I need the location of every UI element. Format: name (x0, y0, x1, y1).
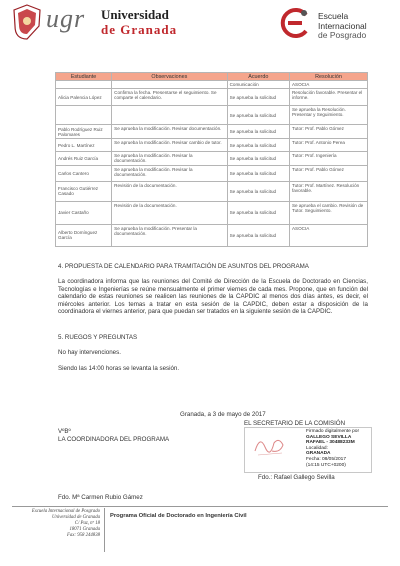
closing-text: Siendo las 14:00 horas se levanta la sesión. (58, 365, 180, 372)
table-cell-agreement: Se aprueba la solicitud (227, 139, 289, 152)
coordinator-title: LA COORDINADORA DEL PROGRAMA (58, 436, 170, 443)
secretary-title: EL SECRETARIO DE LA COMISIÓN (244, 420, 346, 427)
table-cell-resolution: Tutor: Prof. Pablo Gómez (289, 125, 367, 139)
table-body (56, 81, 368, 247)
stamp-line: Localidad: (306, 445, 328, 451)
table-cell-resolution: ASOCIA (289, 81, 367, 89)
table-cell-agreement: Se aprueba la solicitud (227, 165, 289, 181)
table-cell-student: Pedro L. Martínez (56, 139, 112, 152)
table-cell-agreement: Se aprueba la solicitud (227, 106, 289, 125)
coordinator-name: Fdo. Mª Carmen Rubio Gámez (58, 494, 143, 501)
table-header-row (56, 73, 368, 81)
table-row (56, 224, 368, 246)
section4-title: 4. PROPUESTA DE CALENDARIO PARA TRAMITACIÓN DE ASUNTOS DEL PROGRAMA (58, 263, 309, 270)
footer-org-line: Universidad de Granada (52, 515, 100, 520)
table-cell-student: Andrés Ruiz García (56, 152, 112, 165)
column-header: Acuerdo (227, 73, 289, 81)
table-row (56, 165, 368, 181)
table-cell-agreement: Se aprueba la solicitud (227, 201, 289, 224)
table-row (56, 81, 368, 89)
table-cell-obs: Se aprueba la modificación. Revisar documentación. (112, 125, 227, 139)
footer-org-line: Fax: 958 244838 (66, 533, 100, 538)
ugr-wordmark: ugr (46, 4, 86, 33)
table-cell-student (56, 106, 112, 125)
table-cell-obs: Revisión de la documentación. (112, 181, 227, 201)
table-row (56, 106, 368, 125)
table-cell-student: Alicia Palencia López (56, 89, 112, 106)
digital-signature-stamp (306, 429, 359, 468)
table-cell-obs: Se aprueba la modificación. Revisar la documentación. (112, 165, 227, 181)
vobo-label: VºBº (58, 428, 71, 435)
section4-paragraph: La coordinadora informa que las reuniones del Comité de Dirección de la Escuela de Doctorado en Ciencias, Tecnologías e Ingenierías se reúne mensualmente el primer viernes de cada mes. Propone, que en función del calendario de estas reuniones se realicen las reuniones de la CAPDIC al menos dos días antes, es decir, el miércoles anterior. Los temas a tratar en esta sesión de la CAPDIC, deben estar a disposición de la coordinadora el viernes anterior, para que puedan ser tratados en la siguiente sesión de la CAPDIC. (58, 278, 368, 316)
table-cell-resolution: ASOCIA (289, 224, 367, 246)
table-cell-student: Carlos Cantero (56, 165, 112, 181)
footer-org-line: Escuela Internacional de Posgrado (31, 509, 100, 514)
table-row (56, 89, 368, 106)
footer-program-name: Programa Oficial de Doctorado en Ingeniería Civil (110, 513, 247, 519)
table-cell-obs: Se aprueba la modificación. Presentar la documentación. (112, 224, 227, 246)
table-row (56, 139, 368, 152)
no-interventions-text: No hay intervenciones. (58, 349, 121, 356)
table-cell-resolution: Se aprueba la Resolución. Presentar y Seguimiento. (289, 106, 367, 125)
university-name: Universidad (101, 7, 169, 22)
school-name-line3: de Posgrado (318, 30, 367, 40)
table-cell-student: Francisco Gutiérrez Casado (56, 181, 112, 201)
table-cell-agreement: Se aprueba la solicitud (227, 125, 289, 139)
escuela-posgrado-logo-icon (276, 5, 312, 41)
table-cell-student (56, 81, 112, 89)
agreements-table (55, 72, 368, 247)
secretary-name: Fdo.: Rafael Gallego Sevilla (258, 474, 335, 481)
footer-divider (12, 506, 388, 507)
stamp-line: (14:15 UTC+0200) (306, 462, 346, 468)
table-cell-obs: Revisión de la documentación. (112, 201, 227, 224)
table-cell-resolution: Tutor: Prof. Ingeniería (289, 152, 367, 165)
footer-org-line: 18071 Granada (69, 527, 100, 532)
table-cell-agreement: Comunicación (227, 81, 289, 89)
university-city: de Granada (101, 22, 178, 37)
table-cell-resolution: Resolución favorable. Presentar el informe. (289, 89, 367, 106)
stamp-line: Fecha: 08/05/2017 (306, 456, 347, 462)
date-line: Granada, a 3 de mayo de 2017 (180, 411, 266, 418)
footer-org-line: C/ Paz, nº 18 (74, 521, 100, 526)
table-cell-obs (112, 106, 227, 125)
table-cell-obs: Confirma la fecha. Presentarse el seguimiento. Se comparte el calendario. (112, 89, 227, 106)
table-cell-agreement: Se aprueba la solicitud (227, 181, 289, 201)
table-cell-agreement: Se aprueba la solicitud (227, 152, 289, 165)
table-cell-resolution: Tutor: Prof. Martínez. Resolución favorable. (289, 181, 367, 201)
table-row (56, 125, 368, 139)
stamp-line: Firmado digitalmente por (306, 429, 360, 434)
table-cell-agreement: Se aprueba la solicitud (227, 224, 289, 246)
table-row (56, 181, 368, 201)
section5-title: 5. RUEGOS Y PREGUNTAS (58, 334, 138, 341)
table-cell-student: Pablo Rodríguez Ruiz Palomares (56, 125, 112, 139)
ugr-seal-icon (12, 4, 42, 40)
column-header: Observaciones (112, 73, 227, 81)
column-header: Estudiante (56, 73, 112, 81)
table-cell-obs: Se aprueba la modificación. Revisar la documentación. (112, 152, 227, 165)
table-cell-student: Alberto Domínguez García (56, 224, 112, 246)
handwritten-signature-icon (252, 431, 288, 459)
footer-organization (8, 509, 100, 539)
table-cell-agreement: Se aprueba la solicitud (227, 89, 289, 106)
stamp-line: GRANADA (306, 451, 331, 457)
table-cell-resolution: Tutor: Prof. Antonio Perea (289, 139, 367, 152)
stamp-line: GALLEGO SEVILLA (306, 434, 352, 440)
table-cell-student: Javier Castaño (56, 201, 112, 224)
column-header: Resolución (289, 73, 367, 81)
table-row (56, 152, 368, 165)
school-name-line1: Escuela (318, 11, 349, 21)
table-cell-obs: Se aprueba la modificación. Revisar cambio de tutor. (112, 139, 227, 152)
table-row (56, 201, 368, 224)
footer-vertical-divider (104, 508, 105, 552)
table-cell-resolution: Se aprueba el cambio. Revisión de Tutor. Seguimiento. (289, 201, 367, 224)
table-cell-obs (112, 81, 227, 89)
table-cell-resolution: Tutor: Prof. Pablo Gómez (289, 165, 367, 181)
school-name-line2: Internacional (318, 21, 367, 31)
stamp-line: RAFAEL - 30488233M (306, 440, 355, 446)
